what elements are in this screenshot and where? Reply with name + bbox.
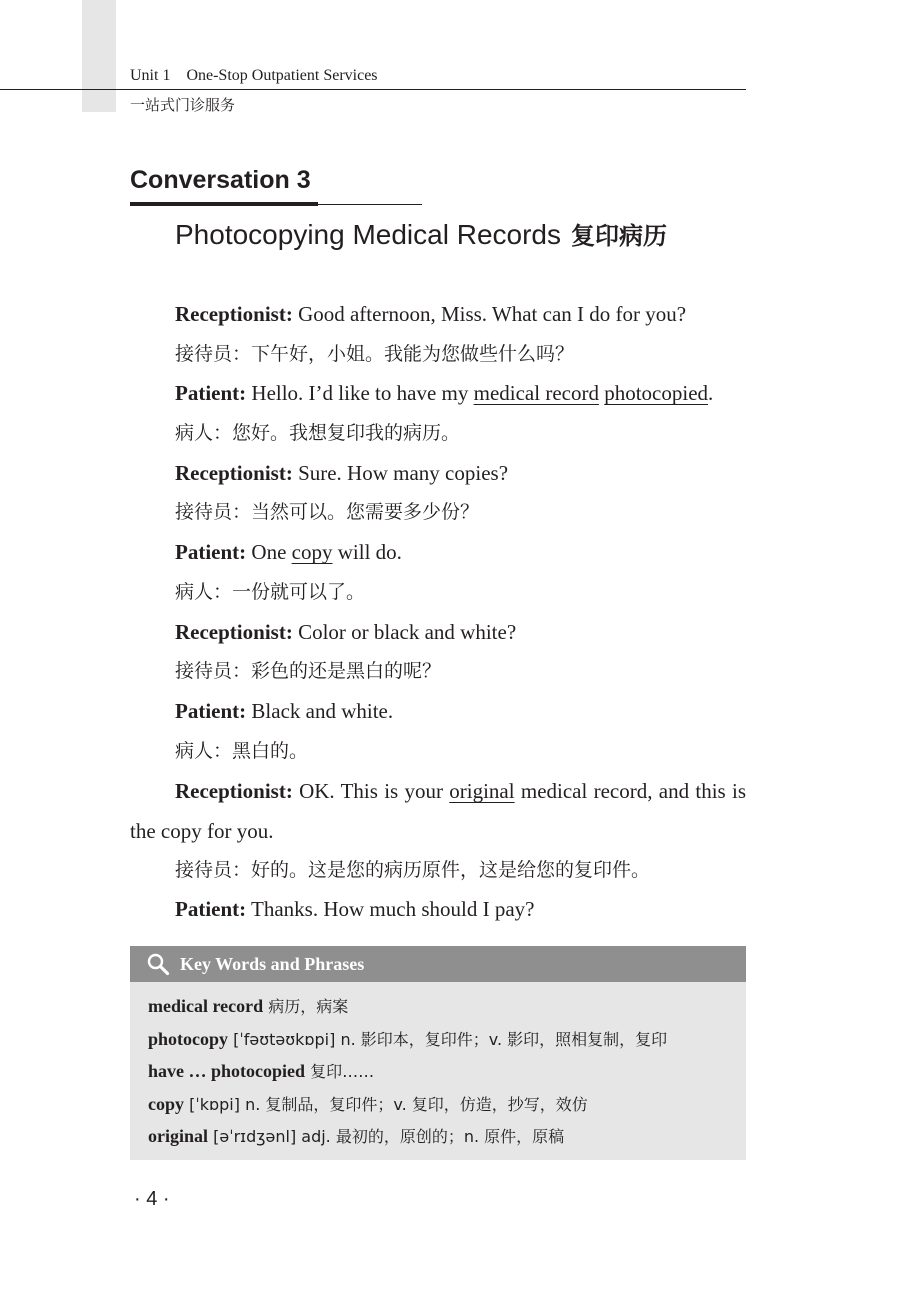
- speaker: Patient:: [175, 897, 247, 922]
- utterance: .: [708, 381, 714, 406]
- key-term: photocopied: [604, 381, 709, 406]
- dialogue-translation: 接待员：下午好，小姐。我能为您做些什么吗？: [175, 342, 575, 365]
- speaker: Receptionist:: [175, 460, 293, 485]
- dialogue-translation: 接待员：彩色的还是黑白的呢？: [175, 660, 442, 683]
- dialogue-line: [130, 693, 746, 733]
- utterance: OK. This is your: [292, 779, 450, 804]
- dialogue-translation: 接待员：好的。这是您的病历原件，这是给您的复印件。: [175, 858, 651, 881]
- page-number: · 4 ·: [134, 1188, 170, 1210]
- dialogue-translation: 病人：一份就可以了。: [175, 580, 366, 603]
- key-words-header: [130, 946, 746, 982]
- key-word-item: [148, 1023, 746, 1056]
- speaker: Patient:: [175, 540, 247, 565]
- key-words-list: [130, 982, 746, 1153]
- header-rule: [0, 89, 746, 90]
- key-word-definition: 病历，病案: [263, 997, 349, 1016]
- key-words-box: [130, 946, 746, 1160]
- dialogue-line: [130, 296, 746, 336]
- heading-underline-thin: [130, 204, 422, 205]
- dialogue-line: [130, 375, 746, 415]
- key-word-definition: [ˈkɒpi] n. 复制品，复印件；v. 复印，仿造，抄写，效仿: [184, 1094, 588, 1114]
- key-word-item: [148, 1088, 746, 1121]
- running-header-cn: 一站式门诊服务: [130, 96, 236, 114]
- conversation-title: [175, 216, 667, 251]
- utterance: Sure. How many copies?: [292, 460, 509, 485]
- dialogue-line: [130, 614, 746, 654]
- utterance: will do.: [332, 540, 402, 565]
- dialogue-line: [130, 534, 746, 574]
- dialogue-translation: 接待员：当然可以。您需要多少份？: [175, 501, 480, 524]
- key-word-term: photocopy: [148, 1028, 229, 1049]
- dialogue-translation: 病人：您好。我想复印我的病历。: [175, 422, 461, 445]
- dialogue-translation: 病人：黑白的。: [175, 739, 309, 762]
- speaker: Patient:: [175, 381, 247, 406]
- key-word-item: [148, 1055, 746, 1088]
- dialogue-line: [130, 772, 746, 851]
- magnifier-icon: [146, 952, 170, 976]
- utterance: One: [246, 540, 292, 565]
- dialogue: [130, 296, 746, 931]
- key-words-heading: Key Words and Phrases: [180, 953, 365, 974]
- key-term: original: [449, 779, 515, 804]
- utterance: Good afternoon, Miss. What can I do for you?: [292, 302, 687, 326]
- key-word-term: medical record: [148, 996, 264, 1016]
- key-word-definition: [ˈfəʊtəʊkɒpi] n. 影印本，复印件；v. 影印，照相复制，复印: [228, 1029, 668, 1049]
- title-cn: 复印病历: [570, 222, 667, 250]
- key-word-definition: [əˈrɪdʒənl] adj. 最初的，原创的；n. 原件，原稿: [208, 1127, 565, 1146]
- running-header: Unit 1 One-Stop Outpatient Services: [130, 67, 378, 84]
- utterance: Thanks. How much should I pay?: [246, 897, 535, 922]
- title-en: Photocopying Medical Records: [175, 219, 561, 250]
- dialogue-line: [130, 891, 746, 931]
- speaker: Receptionist:: [175, 779, 293, 804]
- utterance: Color or black and white?: [292, 619, 517, 644]
- key-term: medical record: [473, 381, 599, 406]
- utterance: medical record, and this is the copy for you.: [130, 779, 746, 843]
- key-word-item: [148, 1120, 746, 1153]
- key-word-item: [148, 990, 746, 1023]
- key-word-term: original: [148, 1126, 209, 1146]
- speaker: Receptionist:: [175, 619, 293, 644]
- key-word-term: copy: [148, 1093, 184, 1114]
- speaker: Patient:: [175, 698, 247, 723]
- utterance: Black and white.: [246, 698, 394, 723]
- speaker: Receptionist:: [175, 302, 293, 326]
- side-tab: [82, 0, 116, 112]
- key-word-definition: 复印……: [305, 1062, 375, 1081]
- key-word-term: have … photocopied: [148, 1061, 306, 1081]
- dialogue-line: [130, 455, 746, 495]
- key-term: copy: [291, 540, 333, 565]
- conversation-heading: Conversation 3: [130, 166, 311, 194]
- utterance: Hello. I’d like to have my: [246, 381, 474, 406]
